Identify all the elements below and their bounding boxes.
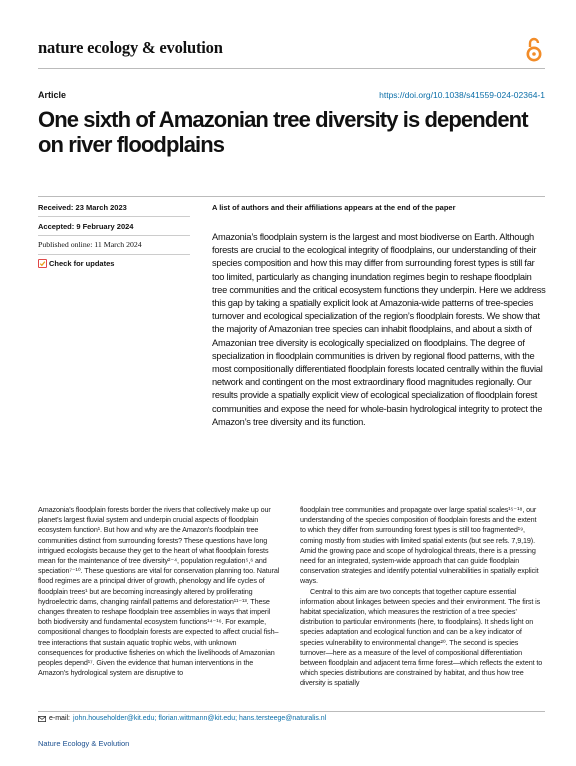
body-column-left — [38, 505, 282, 678]
check-updates-label: Check for updates — [49, 259, 115, 268]
check-updates-button[interactable] — [38, 259, 114, 268]
received-date: Received: 23 March 2023 — [38, 203, 127, 212]
correspondence-line — [38, 715, 326, 722]
body-paragraph: Amazonia’s floodplain forests border the rivers that collectively make up our planet’s largest fluvial system and underpin crucial aspects of floodplain ecosystem function¹. But how and why are the Amazon’s floodplain tree communities distinct from surrounding forests? These questions have long intrigued ecologists because they get to the heart of what floodplain forests mean for the maintenance of tree diversity²⁻⁴, population regulation⁵,⁶ and speciation⁷⁻¹⁰. These questions are vital for conservation planning too. Natural flood regimes are a principal driver of growth, phenology and life cycles of floodplain trees¹ but are becoming increasingly altered by proliferating hydroelectric dams, changing rainfall patterns and deforestation¹¹⁻¹³. These changes threaten to reshape floodplain tree assemblies in ways that imperil both biodiversity and fundamental ecosystem functions¹⁴⁻¹⁶. For example, compositional changes to floodplain forests are expected to affect crucial fish–tree interactions that sustain aquatic trophic webs, with unknown consequences for productive fisheries on which the livelihoods of Amazonian peoples depend¹⁷. Given the evidence that human interventions in the Amazon’s hydrological system are disruptive to — [38, 505, 280, 678]
body-paragraph: Central to this aim are two concepts that together capture essential information about linkages between species and their environment. The first is habitat specialization, which measures the restriction of a tree species’ distribution to particular environments (here, to floodplains). It sheds light on species adaptation and ecological function and can be a key indicator of species vulnerability to environmental change²⁰. The second is species turnover—here as a measure of the level of compositional differentiation between floodplain and adjacent terra firme forest—which reflects the extent to which species distributions are constrained by habitat, and thus how tree diversity is spatially — [300, 586, 543, 688]
article-title: One sixth of Amazonian tree diversity is dependent on river floodplains — [38, 107, 528, 157]
check-updates-icon — [38, 259, 47, 268]
email-icon — [38, 716, 46, 722]
journal-name: nature ecology & evolution — [38, 38, 223, 57]
email-label: e-mail: — [49, 715, 71, 722]
article-type: Article — [38, 90, 67, 100]
open-access-icon — [525, 37, 543, 63]
email-addresses[interactable]: john.householder@kit.edu; florian.wittmann@kit.edu; hans.tersteege@naturalis.nl — [73, 715, 327, 722]
header-rule — [38, 68, 545, 69]
accepted-date: Accepted: 9 February 2024 — [38, 222, 134, 231]
published-date: Published online: 11 March 2024 — [38, 240, 142, 249]
body-column-right — [300, 505, 544, 689]
meta-divider — [38, 235, 190, 236]
body-paragraph: floodplain tree communities and propagate over large spatial scales¹⁵⁻¹⁸, our understanding of the species composition of floodplain forests and the extent to which they differ from surrounding forest types is still too fragmented¹⁹, coming mostly from studies with limited spatial extents (but see refs. 7,9,19). Amid the growing pace and scope of hydrological threats, there is a pressing need for an integrated, system-wide approach that can guide floodplain conservation strategies and identify potential vulnerabilities in spatially explicit ways. — [300, 505, 539, 586]
meta-divider — [38, 216, 190, 217]
abstract: Amazonia’s floodplain system is the largest and most biodiverse on Earth. Although forests are crucial to the ecological integrity of floodplains, our understanding of their species composition and how this may differ from surrounding forest types is still far too limited, particularly as changing inundation regimes begin to reshape floodplain tree communities and the critical ecosystem functions they underpin. Here we address this gap by taking a spatially explicit look at Amazonia-wide patterns of tree-species turnover and ecological specialization of the region’s floodplain forests. We show that the majority of Amazonian tree species can inhabit floodplains, and about a sixth of Amazonian tree diversity is ecologically specialized on floodplains. The degree of specialization in floodplain communities is driven by regional flood patterns, with the most compositionally differentiated floodplain forests located centrally within the fluvial network and contingent on the most extraordinary flood magnitudes regionally. Our results provide a spatially explicit view of ecological specialization of floodplain forest communities and expose the need for whole-basin hydrological integrity to protect the Amazon’s tree diversity and its function. — [212, 232, 546, 427]
authors-note: A list of authors and their affiliations appears at the end of the paper — [212, 203, 456, 212]
doi-link[interactable]: https://doi.org/10.1038/s41559-024-02364-1 — [379, 90, 545, 100]
title-rule — [38, 196, 545, 197]
footer-rule — [38, 711, 545, 712]
footer-journal-name: Nature Ecology & Evolution — [38, 739, 130, 748]
meta-divider — [38, 254, 190, 255]
